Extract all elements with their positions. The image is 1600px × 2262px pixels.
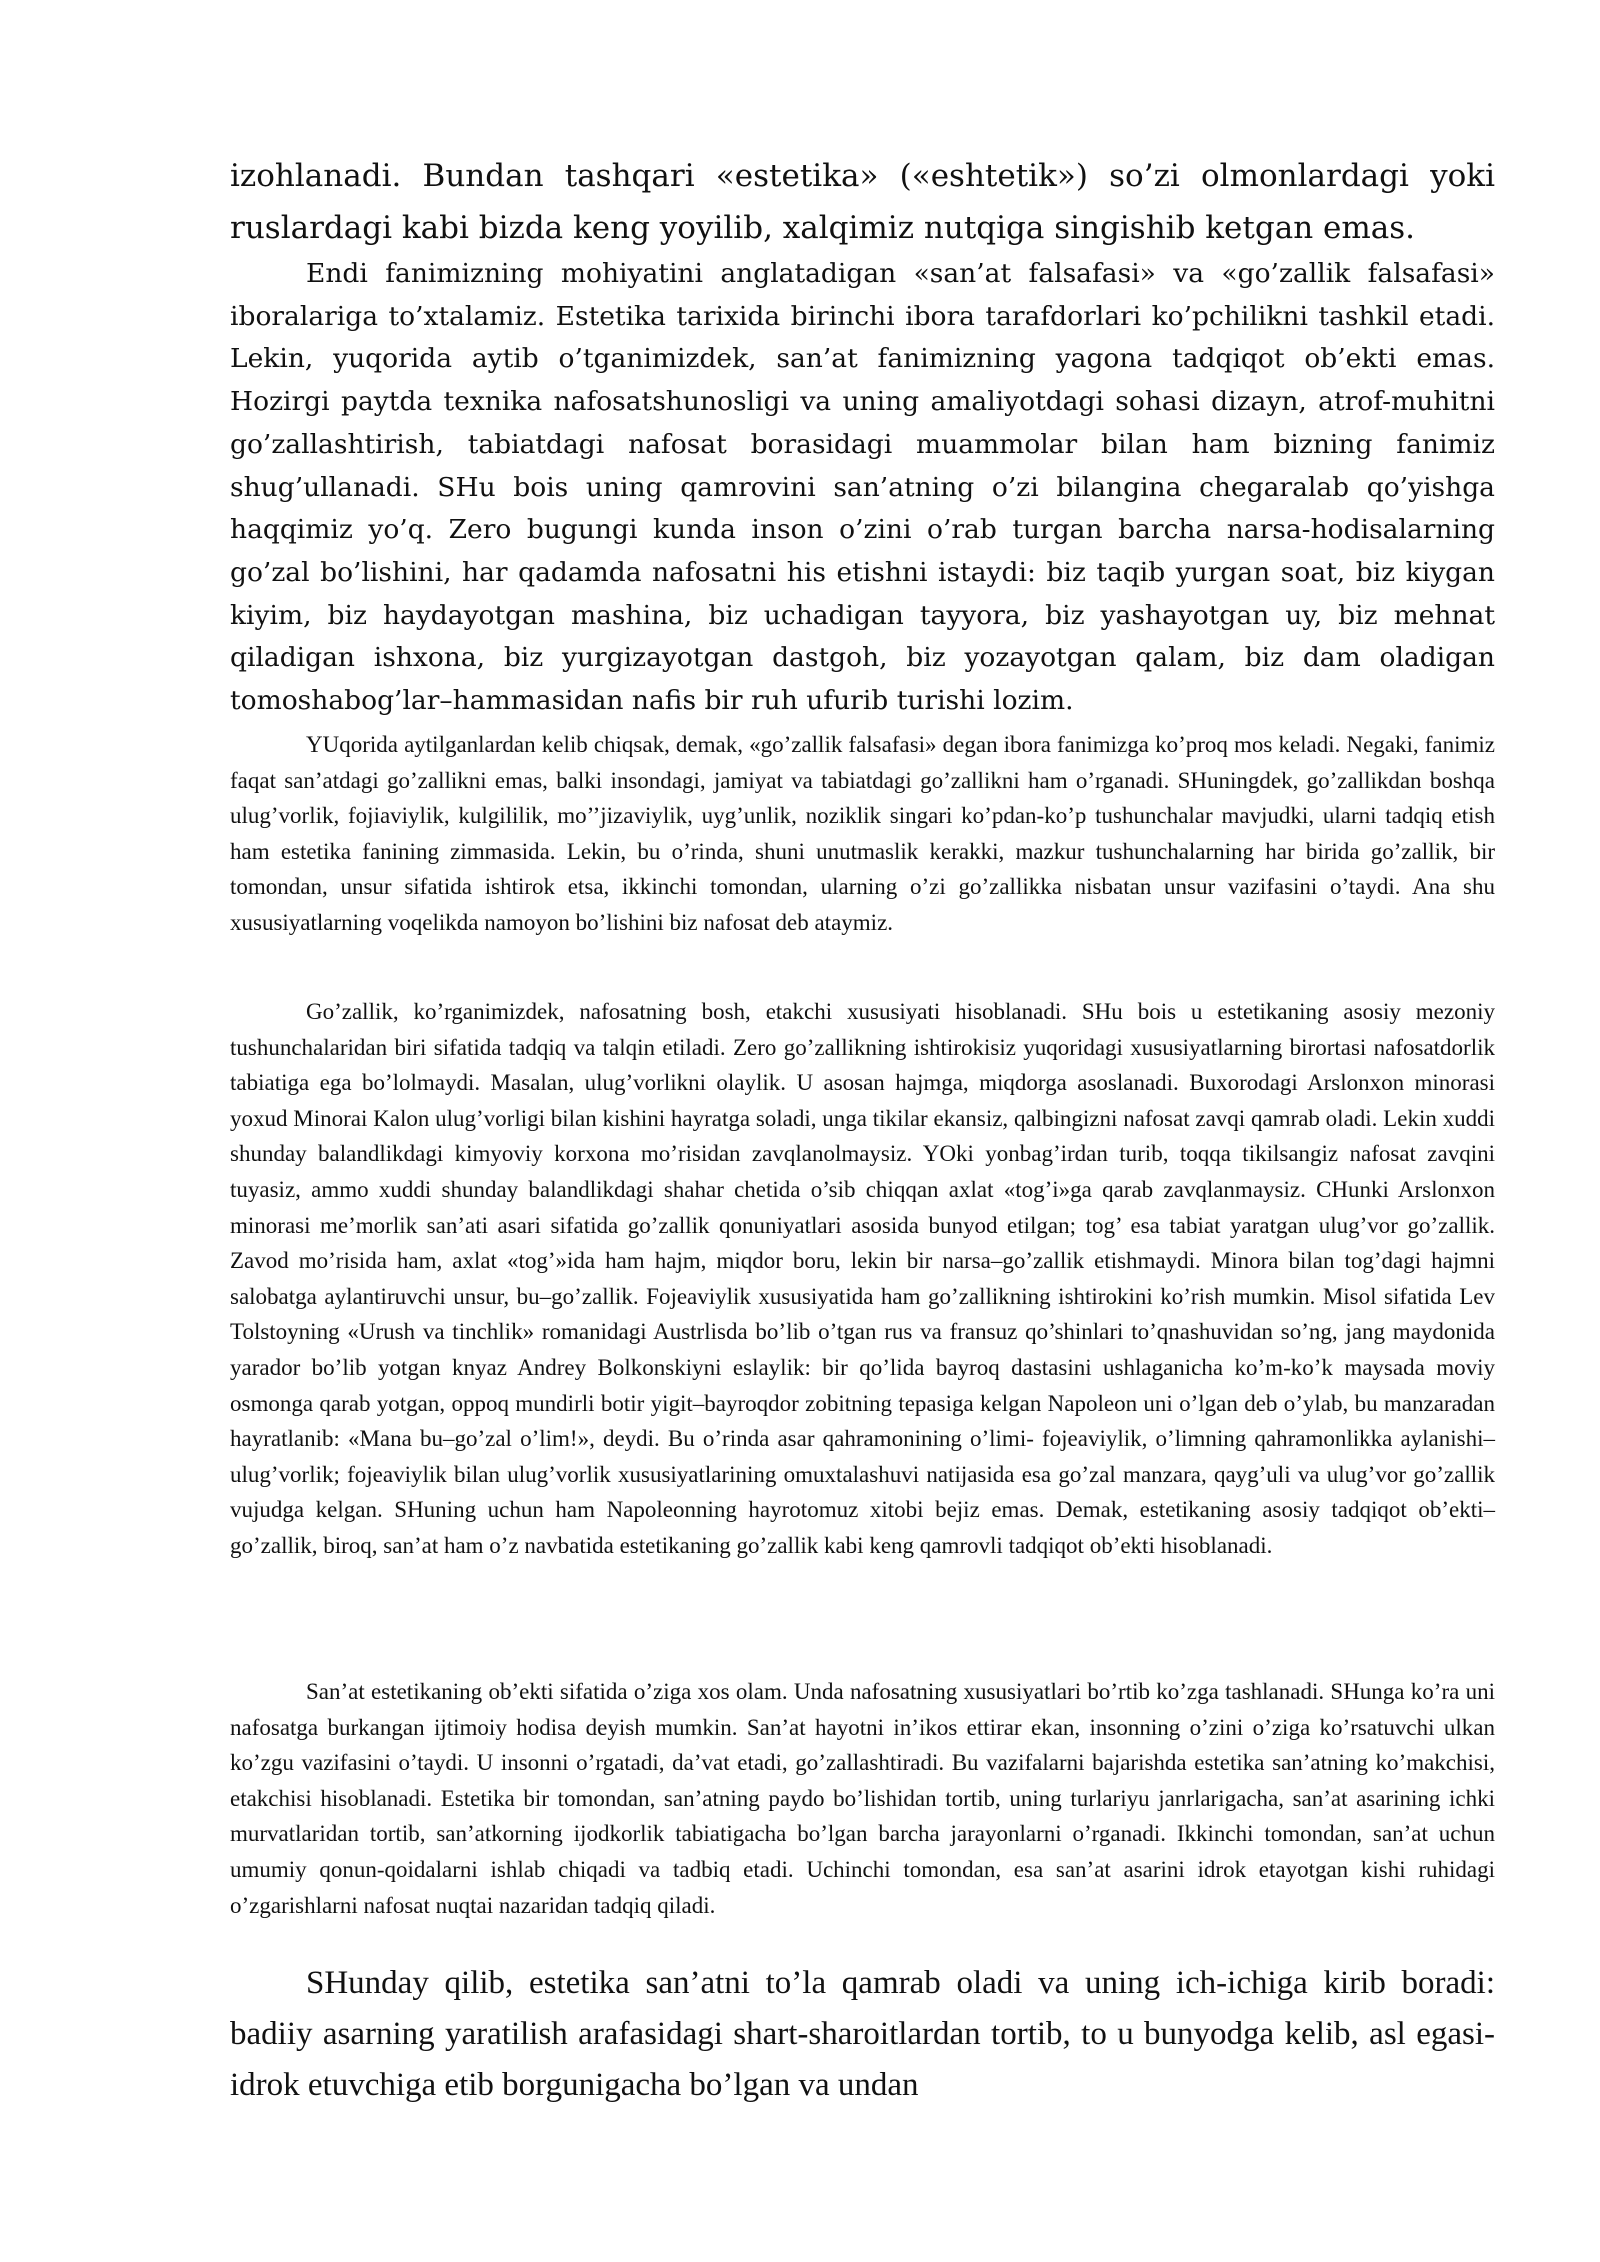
paragraph-go-zallik-falsafasi: YUqorida aytilganlardan kelib chiqsak, demak, «go’zallik falsafasi» degan ibora fanimizga ko’proq mos keladi. Negaki, fanimiz faqat san’atdagi go’zallikni emas, balki insondagi, jamiyat va tabiatdagi go’zallikni ham o’rganadi. SHuningdek, go’zallikdan boshqa ulug’vorlik, fojiaviylik, kulgililik, mo’’jizaviylik, uyg’unlik, noziklik singari ko’pdan-ko’p tushunchalar mavjudki, ularni tadqiq etish ham estetika fanining zimmasida. Lekin, bu o’rinda, shuni unutmaslik kerakki, mazkur tushunchalarning har birida go’zallik, bir tomondan, unsur sifatida ishtirok etsa, ikkinchi tomondan, ularning o’zi go’zallikka nisbatan unsur vazifasini o’taydi. Ana shu xususiyatlarning voqelikda namoyon bo’lishini biz nafosat deb ataymiz. <box>230 732 1495 935</box>
paragraph-san-at-falsafasi: Endi fanimizning mohiyatini anglatadigan «san’at falsafasi» va «go’zallik falsafasi» iboralariga to’xtalamiz. Estetika tarixida birinchi ibora tarafdorlari ko’pchilikni tashkil etadi. Lekin, yuqorida aytib o’tganimizdek, san’at fanimizning yagona tadqiqot ob’ekti emas. Hozirgi paytda texnika nafosatshunosligi va uning amaliyotdagi sohasi dizayn, atrof-muhitni go’zallashtirish, tabiatdagi nafosat borasidagi muammolar bilan ham bizning fanimiz shug’ullanadi. SHu bois uning qamrovini san’atning o’zi bilangina chegaralab qo’yishga haqqimiz yo’q. Zero bugungi kunda inson o’zini o’rab turgan barcha narsa-hodisalarning go’zal bo’lishini, har qadamda nafosatni his etishni istaydi: biz taqib yurgan soat, biz kiygan kiyim, biz haydayotgan mashina, biz uchadigan tayyora, biz yashayotgan uy, biz mehnat qiladigan ishxona, biz yurgizayotgan dastgoh, biz yozayotgan qalam, biz dam oladigan tomoshabog’lar–hammasidan nafis bir ruh ufurib turishi lozim. <box>230 258 1495 717</box>
paragraph-go-zallik-bosh-xususiyat: Go’zallik, ko’rganimizdek, nafosatning bosh, etakchi xususiyati hisoblanadi. SHu bois u estetikaning asosiy mezoniy tushunchalaridan biri sifatida tadqiq va talqin etiladi. Zero go’zallikning ishtirokisiz yuqoridagi xususiyatlarning birortasi nafosatdorlik tabiatiga ega bo’lolmaydi. Masalan, ulug’vorlikni olaylik. U asosan hajmga, miqdorga asoslanadi. Buxorodagi Arslonxon minorasi yoxud Minorai Kalon ulug’vorligi bilan kishini hayratga soladi, unga tikilar ekansiz, qalbingizni nafosat zavqi qamrab oladi. Lekin xuddi shunday balandlikdagi kimyoviy korxona mo’risidan zavqlanolmaysiz. YOki yonbag’irdan turib, toqqa tikilsangiz nafosat zavqini tuyasiz, ammo xuddi shunday balandlikdagi shahar chetida o’sib chiqqan axlat «tog’i»ga qarab zavqlanmaysiz. CHunki Arslonxon minorasi me’morlik san’ati asari sifatida go’zallik qonuniyatlari asosida bunyod etilgan; tog’ esa tabiat yaratgan ulug’vor go’zallik. Zavod mo’risida ham, axlat «tog’»ida ham hajm, miqdor boru, lekin bir narsa–go’zallik etishmaydi. Minora bilan tog’dagi hajmni salobatga aylantiruvchi unsur, bu–go’zallik. Fojeaviylik xususiyatida ham go’zallikning ishtirokini ko’rish mumkin. Misol sifatida Lev Tolstoyning «Urush va tinchlik» romanidagi Austrlisda bo’lib o’tgan rus va fransuz qo’shinlari to’qnashuvidan so’ng, jang maydonida yarador bo’lib yotgan knyaz Andrey Bolkonskiyni eslaylik: bir qo’lida bayroq dastasini ushlaganicha ko’m-ko’k maysada moviy osmonga qarab yotgan, oppoq mundirli botir yigit–bayroqdor zobitning tepasiga kelgan Napoleon uni o’lgan deb o’ylab, bu manzaradan hayratlanib: «Mana bu–go’zal o’lim!», deydi. Bu o’rinda asar qahramonining o’limi- fojeaviylik, o’limning qahramonlikka aylanishi–ulug’vorlik; fojeaviylik bilan ulug’vorlik xususiyatlarining omuxtalashuvi natijasida esa go’zal manzara, qayg’uli va ulug’vor go’zallik vujudga kelgan. SHuning uchun ham Napoleonning hayrotomuz xitobi bejiz emas. Demak, estetikaning asosiy tadqiqot ob’ekti–go’zallik, biroq, san’at ham o’z navbatida estetikaning go’zallik kabi keng qamrovli tadqiqot ob’ekti hisoblanadi. <box>230 999 1495 1558</box>
paragraph-shunday-qilib: SHunday qilib, estetika san’atni to’la qamrab oladi va uning ich-ichiga kirib boradi: badiiy asarning yaratilish arafasidagi shart-sharoitlardan tortib, to u bunyodga kelib, asl egasi-idrok etuvchiga etib borgunigacha bo’lgan va undan <box>230 1965 1495 2103</box>
paragraph-san-at-ob-ekt: San’at estetikaning ob’ekti sifatida o’ziga xos olam. Unda nafosatning xususiyatlari bo’rtib ko’zga tashlanadi. SHunga ko’ra uni nafosatga burkangan ijtimoiy hodisa deyish mumkin. San’at hayotni in’ikos ettirar ekan, insonning o’zini o’ziga ko’rsatuvchi ulkan ko’zgu vazifasini o’taydi. U insonni o’rgatadi, da’vat etadi, go’zallashtiradi. Bu vazifalarni bajarishda estetika san’atning ko’makchisi, etakchisi hisoblanadi. Estetika bir tomondan, san’atning paydo bo’lishidan tortib, uning turlariyu janrlarigacha, san’at asarining ichki murvatlaridan tortib, san’atkorning ijodkorlik tabiatigacha bo’lgan barcha jarayonlarni o’rganadi. Ikkinchi tomondan, san’at uchun umumiy qonun-qoidalarni ishlab chiqadi va tadbiq etadi. Uchinchi tomondan, esa san’at asarini idrok etayotgan kishi ruhidagi o’zgarishlarni nafosat nuqtai nazaridan tadqiq qiladi. <box>230 1679 1495 1918</box>
paragraph-continuation: izohlanadi. Bundan tashqari «estetika» («eshtetik») so’zi olmonlardagi yoki ruslardagi kabi bizda keng yoyilib, xalqimiz nutqiga singishib ketgan emas. <box>230 158 1495 246</box>
